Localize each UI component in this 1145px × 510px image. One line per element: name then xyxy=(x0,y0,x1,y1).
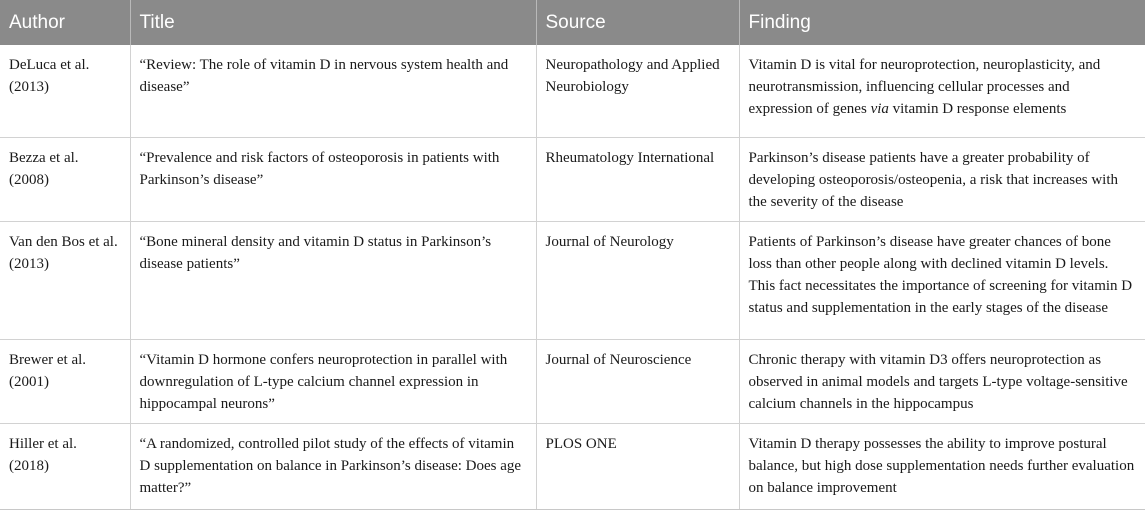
column-header-author: Author xyxy=(9,11,65,33)
title-cell: “Review: The role of vitamin D in nervous system health and disease” xyxy=(130,45,536,137)
author-cell: Hiller et al. (2018) xyxy=(0,423,130,509)
source-cell: PLOS ONE xyxy=(536,423,739,509)
finding-cell: Chronic therapy with vitamin D3 offers neuroprotection as observed in animal models and targets L-type voltage-sensitive calcium channels in the hippocampus xyxy=(739,339,1145,423)
source-cell: Journal of Neuroscience xyxy=(536,339,739,423)
title-cell: “A randomized, controlled pilot study of the effects of vitamin D supplementation on balance in Parkinson’s disease: Does age matter?” xyxy=(130,423,536,509)
author-cell: Brewer et al. (2001) xyxy=(0,339,130,423)
table-body xyxy=(0,45,1145,509)
table-row xyxy=(0,339,1145,423)
source-cell: Rheumatology International xyxy=(536,137,739,221)
finding-cell xyxy=(739,45,1145,137)
finding-text-end: vitamin D response elements xyxy=(888,101,1067,117)
title-cell: “Prevalence and risk factors of osteoporosis in patients with Parkinson’s disease” xyxy=(130,137,536,221)
column-header-title: Title xyxy=(130,0,536,45)
title-cell: “Bone mineral density and vitamin D status in Parkinson’s disease patients” xyxy=(130,221,536,339)
source-cell: Neuropathology and Applied Neurobiology xyxy=(536,45,739,137)
finding-text: Vitamin D is vital for neuroprotection, neuroplasticity, and neurotransmission, influencing cellular processes and expression of genes xyxy=(748,57,1101,117)
finding-cell: Patients of Parkinson’s disease have greater chances of bone loss than other people along with declined vitamin D levels. This fact necessitates the importance of screening for vitamin D status and supplementation in the early stages of the disease xyxy=(739,221,1145,339)
column-header-finding: Finding xyxy=(739,0,1145,45)
table-row xyxy=(0,423,1145,509)
author-cell: DeLuca et al. (2013) xyxy=(0,45,130,137)
table-row xyxy=(0,221,1145,339)
author-cell: Van den Bos et al. (2013) xyxy=(0,221,130,339)
title-cell: “Vitamin D hormone confers neuroprotection in parallel with downregulation of L-type calcium channel expression in hippocampal neurons” xyxy=(130,339,536,423)
source-cell: Journal of Neurology xyxy=(536,221,739,339)
column-header-source: Source xyxy=(536,0,739,45)
table-row xyxy=(0,137,1145,221)
table-header xyxy=(0,0,1145,45)
table-row xyxy=(0,45,1145,137)
finding-emphasis: via xyxy=(870,101,889,117)
finding-cell: Parkinson’s disease patients have a greater probability of developing osteoporosis/osteopenia, a risk that increases with the severity of the disease xyxy=(739,137,1145,221)
header-row xyxy=(0,0,1145,45)
author-cell: Bezza et al. (2008) xyxy=(0,137,130,221)
finding-cell: Vitamin D therapy possesses the ability to improve postural balance, but high dose supplementation needs further evaluation on balance improvement xyxy=(739,423,1145,509)
